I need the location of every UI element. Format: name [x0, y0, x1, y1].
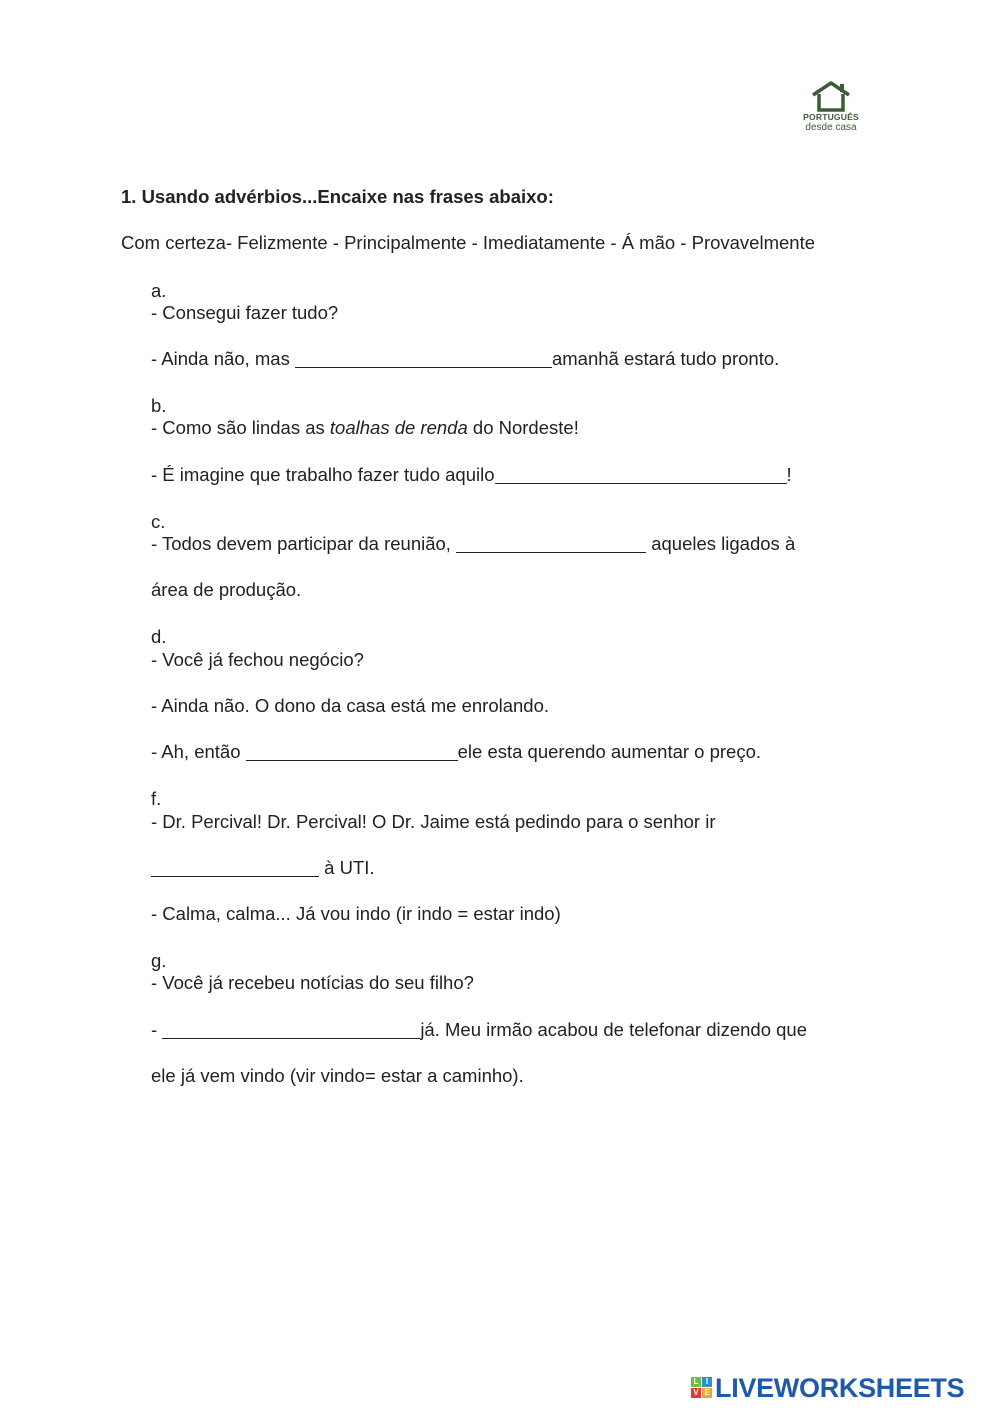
item-b-line-2-after: ! [786, 464, 792, 485]
item-d-text-after: ele esta querendo aumentar o preço. [457, 741, 762, 762]
answer-blank-g[interactable] [162, 1020, 420, 1039]
item-f-text-after: à UTI. [319, 857, 375, 878]
item-g-text-before: - [151, 1019, 163, 1040]
item-a-line-2 [151, 348, 779, 370]
item-c-text-after: aqueles ligados à [646, 533, 796, 554]
item-b-line-1 [151, 417, 579, 439]
item-g-line-3: ele já vem vindo (vir vindo= estar a caminho). [151, 1065, 524, 1086]
item-b-text-after: do Nordeste! [467, 417, 579, 438]
item-f-label: f. [151, 788, 162, 809]
item-f-line-1: - Dr. Percival! Dr. Percival! O Dr. Jaime está pedindo para o senhor ir [151, 811, 716, 832]
liveworksheets-logo [691, 1374, 991, 1402]
item-b-italic-text: toalhas de renda [329, 417, 468, 438]
item-b-line-2-before: - É imagine que trabalho fazer tudo aquilo [151, 464, 495, 485]
item-c-label: c. [151, 511, 166, 532]
item-c-line-2: área de produção. [151, 579, 302, 600]
item-g-label: g. [151, 950, 167, 971]
badge-cell-i: I [702, 1377, 712, 1387]
item-b-line-2 [151, 464, 792, 486]
item-d-line-1: - Você já fechou negócio? [151, 649, 364, 670]
badge-cell-e: E [702, 1388, 712, 1398]
item-d-label: d. [151, 626, 167, 647]
answer-blank-a[interactable] [295, 349, 552, 368]
item-d-text-before: - Ah, então [151, 741, 246, 762]
item-d-line-2: - Ainda não. O dono da casa está me enrolando. [151, 695, 550, 716]
portugues-desde-casa-logo [798, 80, 864, 133]
house-icon [809, 80, 853, 112]
badge-cell-l: L [691, 1377, 701, 1387]
answer-blank-b[interactable] [495, 465, 787, 484]
exercise-title: 1. Usando advérbios...Encaixe nas frases abaixo: [121, 186, 554, 207]
answer-blank-f[interactable] [151, 858, 319, 877]
item-b-text-before: - Como são lindas as [151, 417, 330, 438]
item-a-text-after: amanhã estará tudo pronto. [551, 348, 780, 369]
item-d-line-3 [151, 741, 761, 763]
answer-blank-d[interactable] [246, 742, 458, 761]
word-bank: Com certeza- Felizmente - Principalmente - Imediatamente - Á mão - Provavelmente [121, 232, 816, 253]
logo-line-2: desde casa [805, 122, 857, 133]
liveworksheets-badge-icon [691, 1377, 713, 1399]
answer-blank-c[interactable] [456, 534, 646, 553]
item-f-line-2 [151, 857, 375, 879]
item-a-text-before: - Ainda não, mas [151, 348, 295, 369]
logo-line-1: PORTUGUÊS [803, 112, 859, 122]
item-g-line-1: - Você já recebeu notícias do seu filho? [151, 972, 474, 993]
item-a-line-1: - Consegui fazer tudo? [151, 302, 339, 323]
liveworksheets-wordmark: LIVEWORKSHEETS [715, 1373, 965, 1403]
item-g-text-after: já. Meu irmão acabou de telefonar dizendo que [420, 1019, 808, 1040]
item-f-line-3: - Calma, calma... Já vou indo (ir indo = estar indo) [151, 903, 561, 924]
item-b-label: b. [151, 395, 167, 416]
item-a-label: a. [151, 280, 167, 301]
item-g-line-2 [151, 1019, 807, 1041]
badge-cell-v: V [691, 1388, 701, 1398]
item-c-line-1 [151, 533, 795, 555]
item-c-text-before: - Todos devem participar da reunião, [151, 533, 457, 554]
